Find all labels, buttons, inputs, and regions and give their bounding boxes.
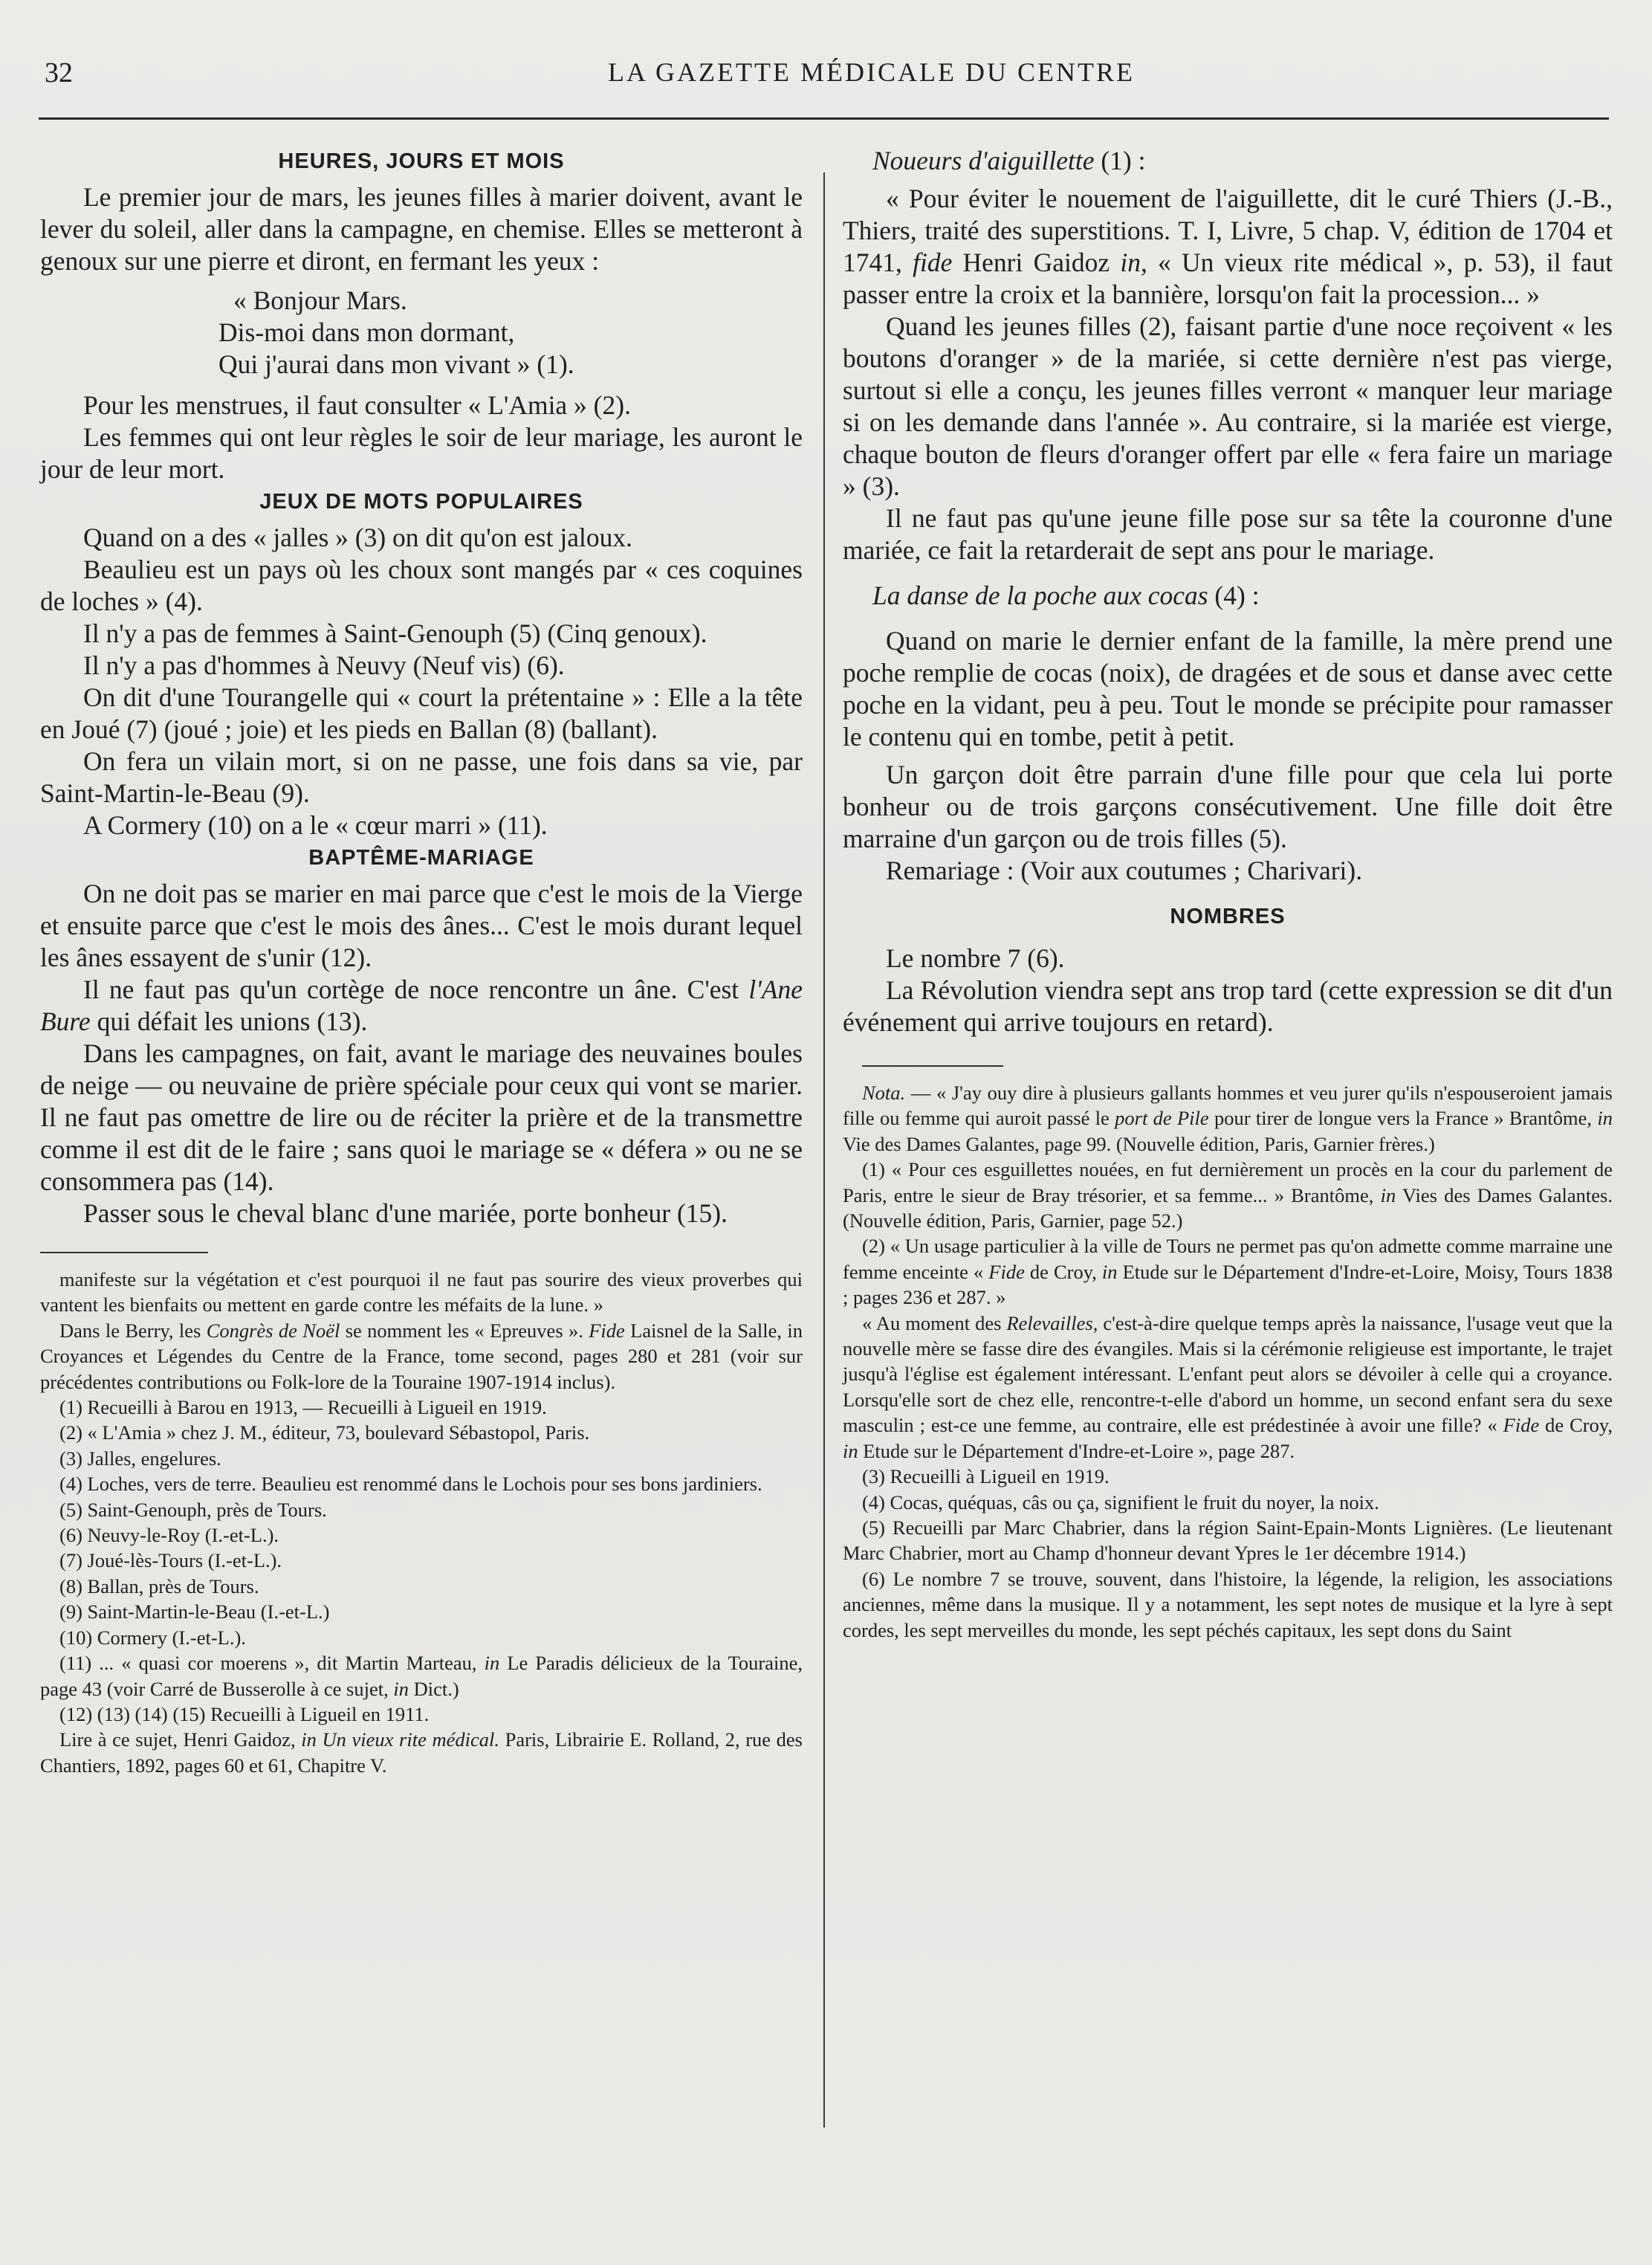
paragraph: « Pour éviter le nouement de l'aiguillette, dit le curé Thiers (J.-B., Thiers, traité des superstitions. T. I, Livre, 5 chap. V, édition de 1704 et 1741, fide Henri Gaidoz in, « Un vieux rite médical », p. 53), il faut passer entre la croix et la bannière, lorsqu'on fait la procession... »	[843, 184, 1613, 309]
paragraph: Passer sous le cheval blanc d'une mariée, porte bonheur (15).	[83, 1198, 728, 1228]
footnote: (1) Recueilli à Barou en 1913, — Recueilli à Ligueil en 1919.	[59, 1396, 547, 1419]
paragraph: On fera un vilain mort, si on ne passe, une fois dans sa vie, par Saint-Martin-le-Beau (9).	[40, 746, 803, 808]
footnote: (7) Joué-lès-Tours (I.-et-L.).	[59, 1549, 282, 1572]
footnote: (10) Cormery (I.-et-L.).	[59, 1626, 246, 1649]
footnote: (4) Loches, vers de terre. Beaulieu est renommé dans le Lochois pour ses bons jardiniers.	[59, 1473, 762, 1496]
paragraph: Il n'y a pas d'hommes à Neuvy (Neuf vis) (6).	[83, 650, 565, 680]
paragraph: On dit d'une Tourangelle qui « court la prétentaine » : Elle a la tête en Joué (7) (joué ; joie) et les pieds en Ballan (8) (ballant).	[40, 682, 803, 744]
footnote: (11) ... « quasi cor moerens », dit Martin Marteau, in Le Paradis délicieux de la Touraine, page 43 (voir Carré de Busserolle à ce sujet, in Dict.)	[40, 1652, 803, 1700]
running-title: LA GAZETTE MÉDICALE DU CENTRE	[608, 57, 1135, 87]
paragraph: Quand on marie le dernier enfant de la famille, la mère prend une poche remplie de cocas (noix), de dragées et de sous et danse avec cette poche en la vidant, peu à peu. Tout le monde se précipite pour ramasser le contenu qui en tombe, petit à petit.	[843, 626, 1613, 752]
footnote: (4) Cocas, quéquas, câs ou ça, signifient le fruit du noyer, la noix.	[862, 1490, 1379, 1513]
paragraph: On ne doit pas se marier en mai parce que c'est le mois de la Vierge et ensuite parce que c'est le mois des ânes... C'est le mois durant lequel les ânes essayent de s'unir (12).	[40, 879, 803, 972]
footnote: (2) « L'Amia » chez J. M., éditeur, 73, boulevard Sébastopol, Paris.	[59, 1421, 590, 1444]
page-number: 32	[45, 57, 73, 88]
footnote: Lire à ce sujet, Henri Gaidoz, in Un vieux rite médical. Paris, Librairie E. Rolland, 2, rue des Chantiers, 1892, pages 60 et 61, Chapitre V.	[40, 1728, 803, 1777]
paragraph: A Cormery (10) on a le « cœur marri » (11).	[83, 810, 548, 840]
footnote: « Au moment des Relevailles, c'est-à-dire quelque temps après la naissance, l'usage veut que la nouvelle mère se fasse dire des évangiles. Mais si la cérémonie religieuse est importante, le trajet jusqu'à l'église est également intéressant. L'enfant peut alors se dévoiler à celle qui a croyance. Lorsqu'elle sort de chez elle, rencontre-t-elle d'abord un homme, un second enfant sera du sexe masculin ; est-ce une femme, au contraire, elle est prédestinée à avoir une fille? « Fide de Croy, in Etude sur le Département d'Indre-et-Loire », page 287.	[843, 1311, 1613, 1462]
footnote-separator	[862, 1065, 1003, 1067]
header-rule	[39, 117, 1609, 120]
section-title-heures: HEURES, JOURS ET MOIS	[278, 149, 565, 173]
section-title-nombres: NOMBRES	[1170, 905, 1286, 928]
paragraph: Les femmes qui ont leur règles le soir de leur mariage, les auront le jour de leur mort.	[40, 422, 803, 484]
paragraph: Un garçon doit être parrain d'une fille pour que cela lui porte bonheur ou de trois garçons consécutivement. Une fille doit être marraine d'un garçon ou de trois filles (5).	[843, 760, 1613, 853]
footnote: manifeste sur la végétation et c'est pourquoi il ne faut pas sourire des vieux proverbes qui vantent les bienfaits ou mettent en garde contre les méfaits de la lune. »	[40, 1268, 803, 1316]
paragraph: Il ne faut pas qu'une jeune fille pose sur sa tête la couronne d'une mariée, ce fait la retarderait de sept ans pour le mariage.	[843, 503, 1613, 565]
right-column	[843, 145, 1613, 1643]
footnote: (3) Jalles, engelures.	[59, 1447, 221, 1470]
footnote: (5) Saint-Genouph, près de Tours.	[59, 1498, 327, 1521]
paragraph: Le nombre 7 (6).	[886, 943, 1065, 973]
column-divider	[823, 172, 825, 2127]
footnote: Dans le Berry, les Congrès de Noël se nomment les « Epreuves ». Fide Laisnel de la Salle, in Croyances et Légendes du Centre de la France, tome second, pages 280 et 281 (voir sur précédentes contributions ou Folk-lore de la Touraine 1907-1914 inclus).	[40, 1319, 803, 1393]
paragraph: Quand les jeunes filles (2), faisant partie d'une noce reçoivent « les boutons d'oranger » de la mariée, si cette dernière n'est pas vierge, surtout si elle a conçu, les jeunes filles verront « manquer leur mariage si on les demande dans l'année ». Au contraire, si la mariée est vierge, chaque bouton de fleurs d'oranger offert par elle « fera faire un mariage » (3).	[843, 311, 1613, 501]
section-title-bapteme: BAPTÊME-MARIAGE	[308, 846, 534, 870]
footnote: (6) Neuvy-le-Roy (I.-et-L.).	[59, 1524, 279, 1547]
footnote: (5) Recueilli par Marc Chabrier, dans la région Saint-Epain-Monts Lignières. (Le lieutenant Marc Chabrier, mort au Champ d'honneur devant Ypres le 1er décembre 1914.)	[843, 1516, 1613, 1565]
verse-line: Qui j'aurai dans mon vivant » (1).	[218, 349, 574, 379]
footnote: (1) « Pour ces esguillettes nouées, en fut dernièrement un procès en la cour du parlement de Paris, entre le sieur de Bray trésorier, et sa femme... » Brantôme, in Vies des Dames Galantes. (Nouvelle édition, Paris, Garnier, page 52.)	[843, 1158, 1613, 1232]
verse-line: Dis-moi dans mon dormant,	[218, 317, 515, 347]
subheading-danse: La danse de la poche aux cocas (4) :	[872, 581, 1260, 610]
footnote-separator	[40, 1252, 208, 1253]
footnote: (9) Saint-Martin-le-Beau (I.-et-L.)	[59, 1600, 330, 1623]
paragraph: Pour les menstrues, il faut consulter « L'Amia » (2).	[83, 390, 631, 420]
footnote: (8) Ballan, près de Tours.	[59, 1574, 259, 1597]
section-title-jeux: JEUX DE MOTS POPULAIRES	[259, 490, 583, 514]
left-column	[40, 145, 803, 1778]
paragraph: Beaulieu est un pays où les choux sont mangés par « ces coquines de loches » (4).	[40, 555, 803, 616]
page-header	[45, 56, 1609, 101]
paragraph: Quand on a des « jalles » (3) on dit qu'on est jaloux.	[83, 523, 632, 552]
paragraph: Remariage : (Voir aux coutumes ; Charivari).	[886, 856, 1363, 885]
footnote: (2) « Un usage particulier à la ville de Tours ne permet pas qu'on admette comme marraine une femme enceinte « Fide de Croy, in Etude sur le Département d'Indre-et-Loire, Moisy, Tours 1838 ; pages 236 et 287. »	[843, 1235, 1613, 1309]
verse	[40, 285, 803, 381]
footnote: Nota. — « J'ay ouy dire à plusieurs gallants hommes et veu jurer qu'ils n'espouseroient jamais fille ou femme qui auroit passé le port de Pile pour tirer de longue vers la France » Brantôme, in Vie des Dames Galantes, page 99. (Nouvelle édition, Paris, Garnier frères.)	[843, 1082, 1613, 1155]
footnote: (6) Le nombre 7 se trouve, souvent, dans l'histoire, la légende, la religion, les associations anciennes, même dans la musique. Il y a notamment, les sept notes de musique et la lyre à sept cordes, les sept merveilles du monde, les sept péchés capitaux, les sept dons du Saint	[843, 1567, 1613, 1641]
verse-line: « Bonjour Mars.	[233, 285, 407, 315]
paragraph: Le premier jour de mars, les jeunes filles à marier doivent, avant le lever du soleil, aller dans la campagne, en chemise. Elles se metteront à genoux sur une pierre et diront, en fermant les yeux :	[40, 182, 803, 276]
paragraph: Il n'y a pas de femmes à Saint-Genouph (5) (Cinq genoux).	[83, 618, 707, 648]
footnote: (12) (13) (14) (15) Recueilli à Ligueil en 1911.	[59, 1702, 430, 1725]
subheading-noueurs: Noueurs d'aiguillette (1) :	[872, 146, 1146, 175]
paragraph: La Révolution viendra sept ans trop tard (cette expression se dit d'un événement qui arrive toujours en retard).	[843, 975, 1613, 1037]
footnote: (3) Recueilli à Ligueil en 1919.	[862, 1465, 1110, 1488]
paragraph: Dans les campagnes, on fait, avant le mariage des neuvaines boules de neige — ou neuvaine de prière spéciale pour ceux qui vont se marier. Il ne faut pas omettre de lire ou de réciter la prière et de la transmettre comme il est dit de le faire ; sans quoi le mariage se « défera » ou ne se consommera pas (14).	[40, 1038, 803, 1196]
paragraph: Il ne faut pas qu'un cortège de noce rencontre un âne. C'est l'Ane Bure qui défait les unions (13).	[40, 975, 803, 1036]
